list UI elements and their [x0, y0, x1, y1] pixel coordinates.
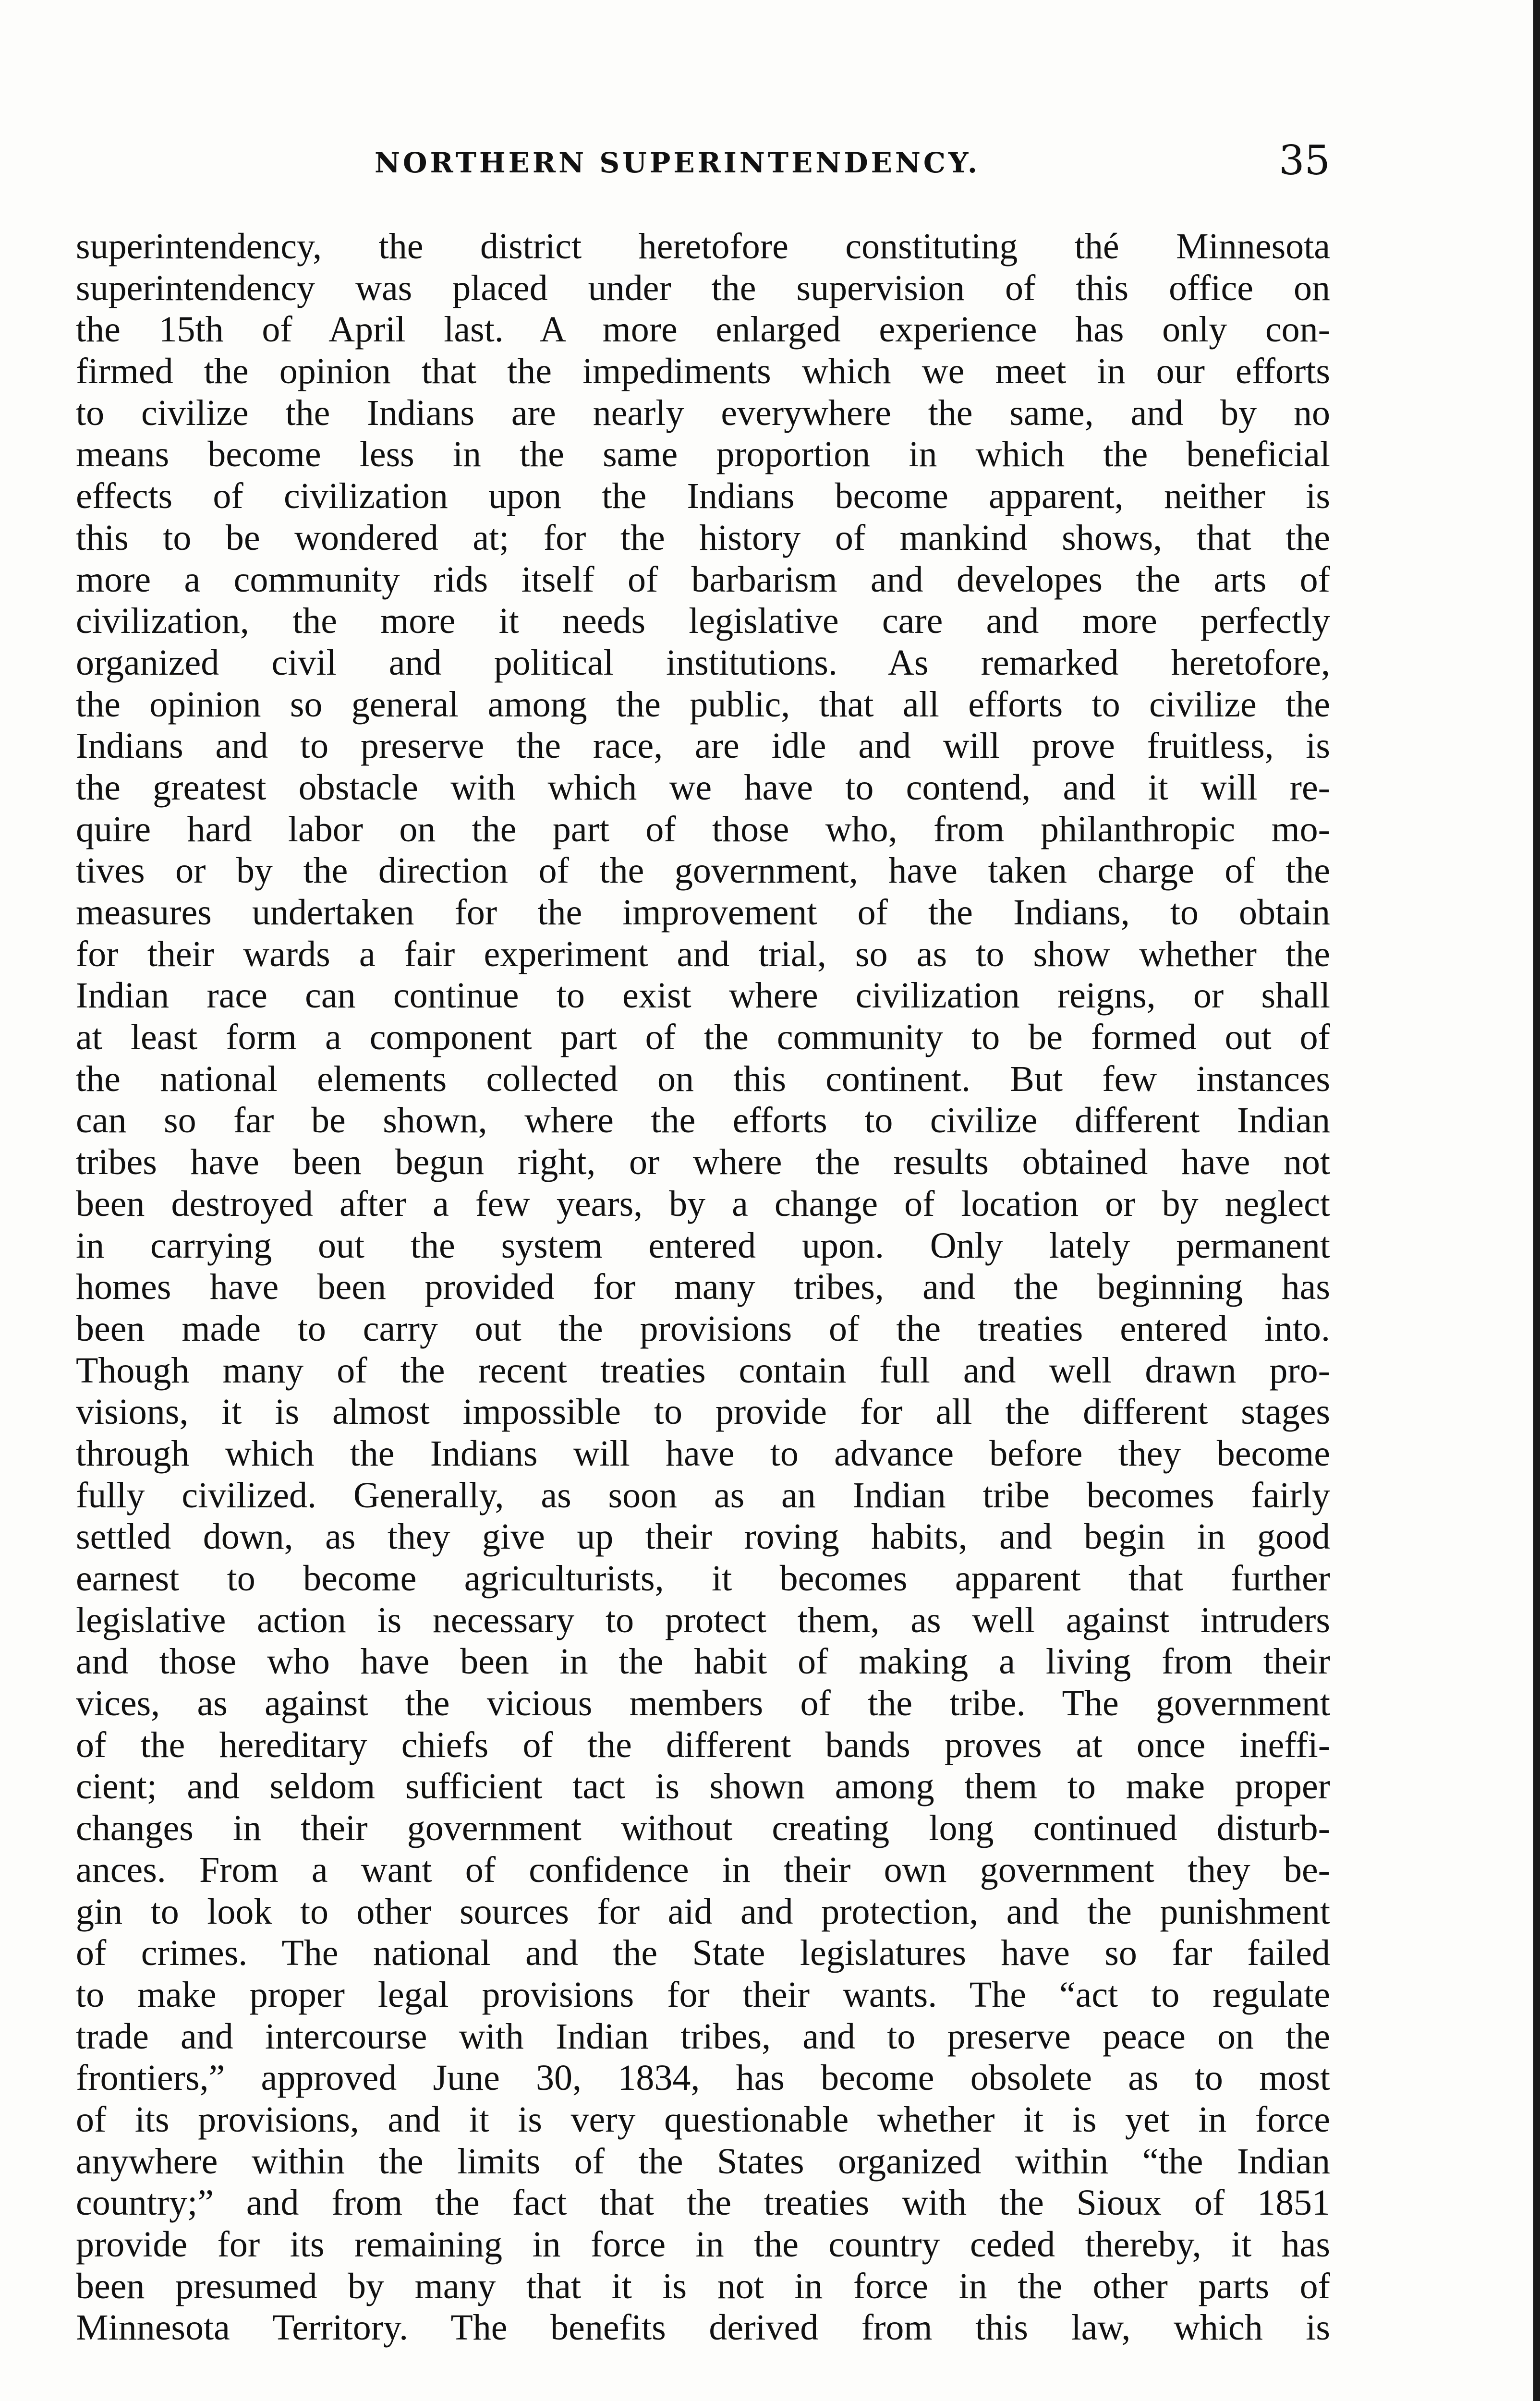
text-line: Indians and to preserve the race, are idle and will prove fruitless, is: [76, 726, 1330, 766]
text-line: civilization, the more it needs legislative care and more perfectly: [76, 601, 1330, 642]
text-line: the greatest obstacle with which we have to contend, and it will re-: [76, 767, 1330, 808]
text-line: anywhere within the limits of the States organized within “the Indian: [76, 2141, 1330, 2182]
text-line: Minnesota Territory. The benefits derived from this law, which is: [76, 2307, 1330, 2348]
text-line: Though many of the recent treaties contain full and well drawn pro-: [76, 1350, 1330, 1391]
page-header: [77, 137, 1330, 190]
text-line: in carrying out the system entered upon. Only lately permanent: [76, 1225, 1330, 1266]
text-line: earnest to become agriculturists, it becomes apparent that further: [76, 1558, 1330, 1599]
text-line: ances. From a want of confidence in their own government they be-: [76, 1849, 1330, 1890]
page-edge-shadow: [1533, 0, 1540, 2401]
text-line: measures undertaken for the improvement of the Indians, to obtain: [76, 892, 1330, 933]
text-line: quire hard labor on the part of those who, from philanthropic mo-: [76, 809, 1330, 849]
text-line: more a community rids itself of barbarism and developes the arts of: [76, 559, 1330, 600]
text-line: fully civilized. Generally, as soon as an Indian tribe becomes fairly: [76, 1475, 1330, 1516]
text-line: vices, as against the vicious members of the tribe. The government: [76, 1683, 1330, 1724]
text-line: of its provisions, and it is very questionable whether it is yet in force: [76, 2099, 1330, 2140]
body-text: [76, 226, 1330, 2349]
text-line: the 15th of April last. A more enlarged experience has only con-: [76, 309, 1330, 350]
text-line: of crimes. The national and the State legislatures have so far failed: [76, 1933, 1330, 1974]
text-line: legislative action is necessary to protect them, as well against intruders: [76, 1600, 1330, 1640]
text-line: cient; and seldom sufficient tact is shown among them to make proper: [76, 1766, 1330, 1807]
text-line: Indian race can continue to exist where civilization reigns, or shall: [76, 975, 1330, 1016]
text-line: provide for its remaining in force in the country ceded thereby, it has: [76, 2224, 1330, 2265]
text-line: the opinion so general among the public, that all efforts to civilize the: [76, 684, 1330, 725]
text-line: trade and intercourse with Indian tribes, and to preserve peace on the: [76, 2016, 1330, 2057]
text-line: tribes have been begun right, or where the results obtained have not: [76, 1142, 1330, 1183]
text-line: tives or by the direction of the government, have taken charge of the: [76, 850, 1330, 891]
text-line: been destroyed after a few years, by a change of location or by neglect: [76, 1183, 1330, 1224]
text-line: the national elements collected on this continent. But few instances: [76, 1058, 1330, 1099]
text-line: means become less in the same proportion in which the beneficial: [76, 434, 1330, 475]
text-line: settled down, as they give up their roving habits, and begin in good: [76, 1516, 1330, 1557]
text-line: changes in their government without creating long continued disturb-: [76, 1808, 1330, 1849]
text-line: of the hereditary chiefs of the different bands proves at once ineffi-: [76, 1724, 1330, 1765]
text-line: been made to carry out the provisions of the treaties entered into.: [76, 1308, 1330, 1349]
text-line: gin to look to other sources for aid and protection, and the punishment: [76, 1891, 1330, 1932]
text-line: frontiers,” approved June 30, 1834, has become obsolete as to most: [76, 2058, 1330, 2098]
text-line: for their wards a fair experiment and trial, so as to show whether the: [76, 934, 1330, 974]
text-line: effects of civilization upon the Indians become apparent, neither is: [76, 476, 1330, 517]
text-line: homes have been provided for many tribes, and the beginning has: [76, 1267, 1330, 1308]
text-line: through which the Indians will have to advance before they become: [76, 1433, 1330, 1474]
text-line: organized civil and political institutions. As remarked heretofore,: [76, 642, 1330, 683]
text-line: and those who have been in the habit of making a living from their: [76, 1641, 1330, 1682]
text-line: can so far be shown, where the efforts to civilize different Indian: [76, 1100, 1330, 1141]
text-line: country;” and from the fact that the treaties with the Sioux of 1851: [76, 2183, 1330, 2223]
text-line: superintendency was placed under the supervision of this office on: [76, 267, 1330, 308]
running-head: NORTHERN SUPERINTENDENCY.: [375, 146, 981, 179]
text-line: this to be wondered at; for the history of mankind shows, that the: [76, 517, 1330, 558]
text-line: to make proper legal provisions for their wants. The “act to regulate: [76, 1974, 1330, 2015]
text-line: at least form a component part of the community to be formed out of: [76, 1017, 1330, 1058]
text-line: visions, it is almost impossible to provide for all the different stages: [76, 1392, 1330, 1432]
text-line: superintendency, the district heretofore constituting thé Minnesota: [76, 226, 1330, 267]
text-line: firmed the opinion that the impediments which we meet in our efforts: [76, 351, 1330, 392]
page-number: 35: [1279, 137, 1330, 184]
text-line: been presumed by many that it is not in force in the other parts of: [76, 2266, 1330, 2306]
text-line: to civilize the Indians are nearly everywhere the same, and by no: [76, 392, 1330, 433]
